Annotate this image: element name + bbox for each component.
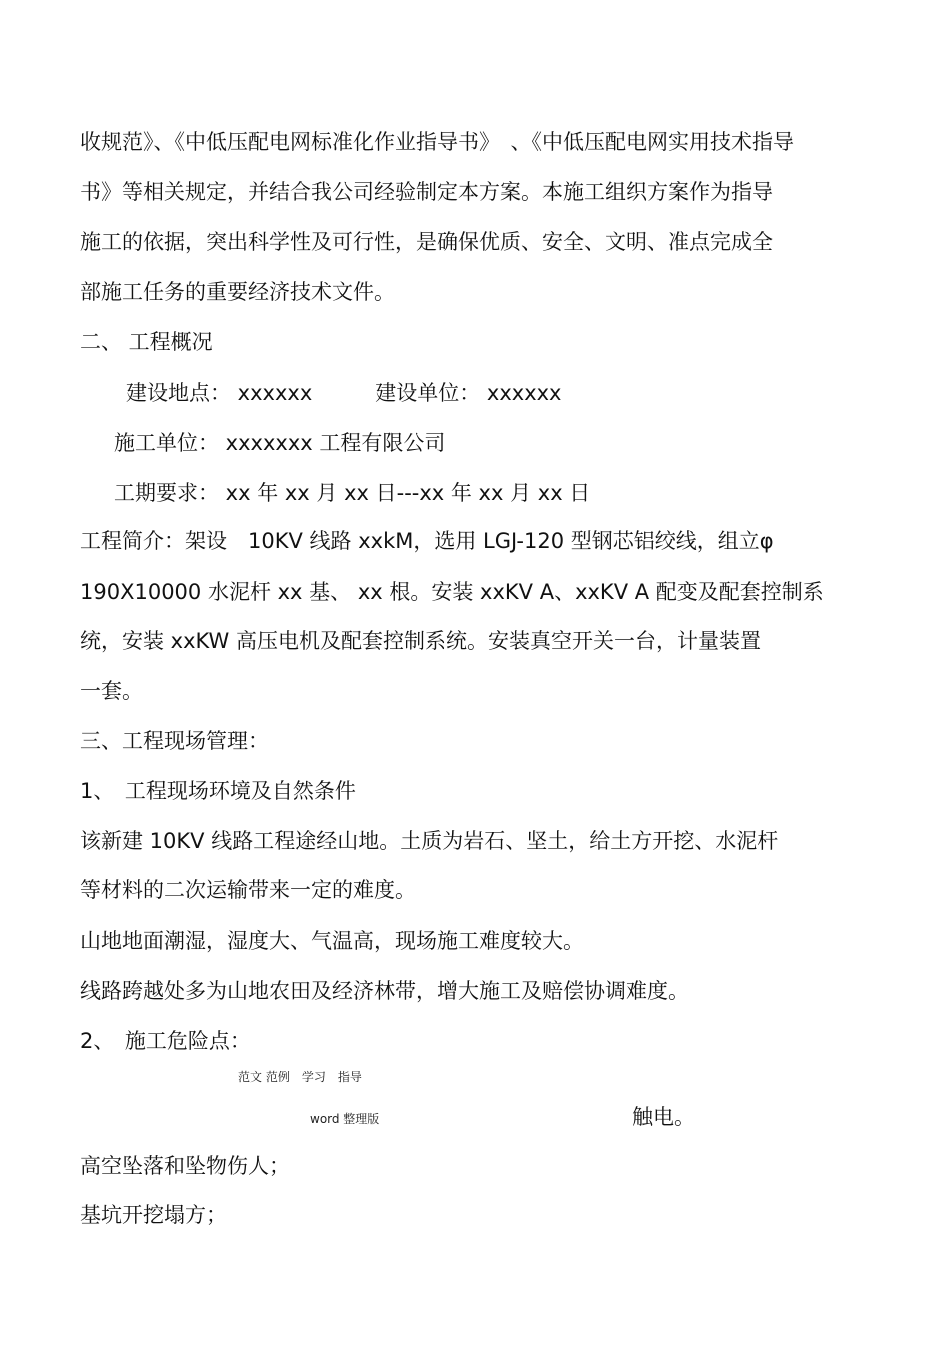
paragraph-line: 施工的依据，突出科学性及可行性，是确保优质、安全、文明、准点完成全	[80, 230, 773, 254]
subsection-heading: 1、 工程现场环境及自然条件	[80, 779, 356, 803]
paragraph-line: 高空坠落和坠物伤人；	[80, 1154, 290, 1178]
subsection-heading: 2、 施工危险点：	[80, 1029, 251, 1053]
footer-watermark-text: word 整理版	[310, 1112, 380, 1126]
paragraph-line: 收规范》、《中低压配电网标准化作业指导书》 、《中低压配电网实用技术指导	[80, 130, 794, 154]
section-heading: 三、工程现场管理：	[80, 729, 269, 753]
paragraph-line: 一套。	[80, 679, 143, 703]
paragraph-line: 190X10000 水泥杆 xx 基、 xx 根。安装 xxKV A、xxKV A 配变及配套控制系	[80, 580, 824, 604]
paragraph-line: 工程简介：架设 10KV 线路 xxkM，选用 LGJ-120 型钢芯铝绞线，组立φ	[80, 529, 774, 553]
paragraph-line: 书》等相关规定，并结合我公司经验制定本方案。本施工组织方案作为指导	[80, 180, 773, 204]
paragraph-line: 等材料的二次运输带来一定的难度。	[80, 878, 416, 902]
info-line: 建设地点： xxxxxx 建设单位： xxxxxx	[126, 381, 562, 405]
paragraph-line: 山地地面潮湿，湿度大、气温高，现场施工难度较大。	[80, 929, 584, 953]
paragraph-line: 统，安装 xxKW 高压电机及配套控制系统。安装真空开关一台，计量装置	[80, 629, 761, 653]
footer-watermark-text: 范文 范例 学习 指导	[238, 1070, 362, 1084]
info-line: 工期要求： xx 年 xx 月 xx 日---xx 年 xx 月 xx 日	[114, 481, 591, 505]
paragraph-line: 线路跨越处多为山地农田及经济林带，增大施工及赔偿协调难度。	[80, 979, 689, 1003]
info-line: 施工单位： xxxxxxx 工程有限公司	[114, 431, 446, 455]
paragraph-line: 基坑开挖塌方；	[80, 1203, 227, 1227]
paragraph-line: 触电。	[632, 1105, 695, 1129]
paragraph-line: 该新建 10KV 线路工程途经山地。土质为岩石、坚土，给土方开挖、水泥杆	[80, 829, 779, 853]
paragraph-line: 部施工任务的重要经济技术文件。	[80, 280, 395, 304]
section-heading: 二、 工程概况	[80, 330, 213, 354]
